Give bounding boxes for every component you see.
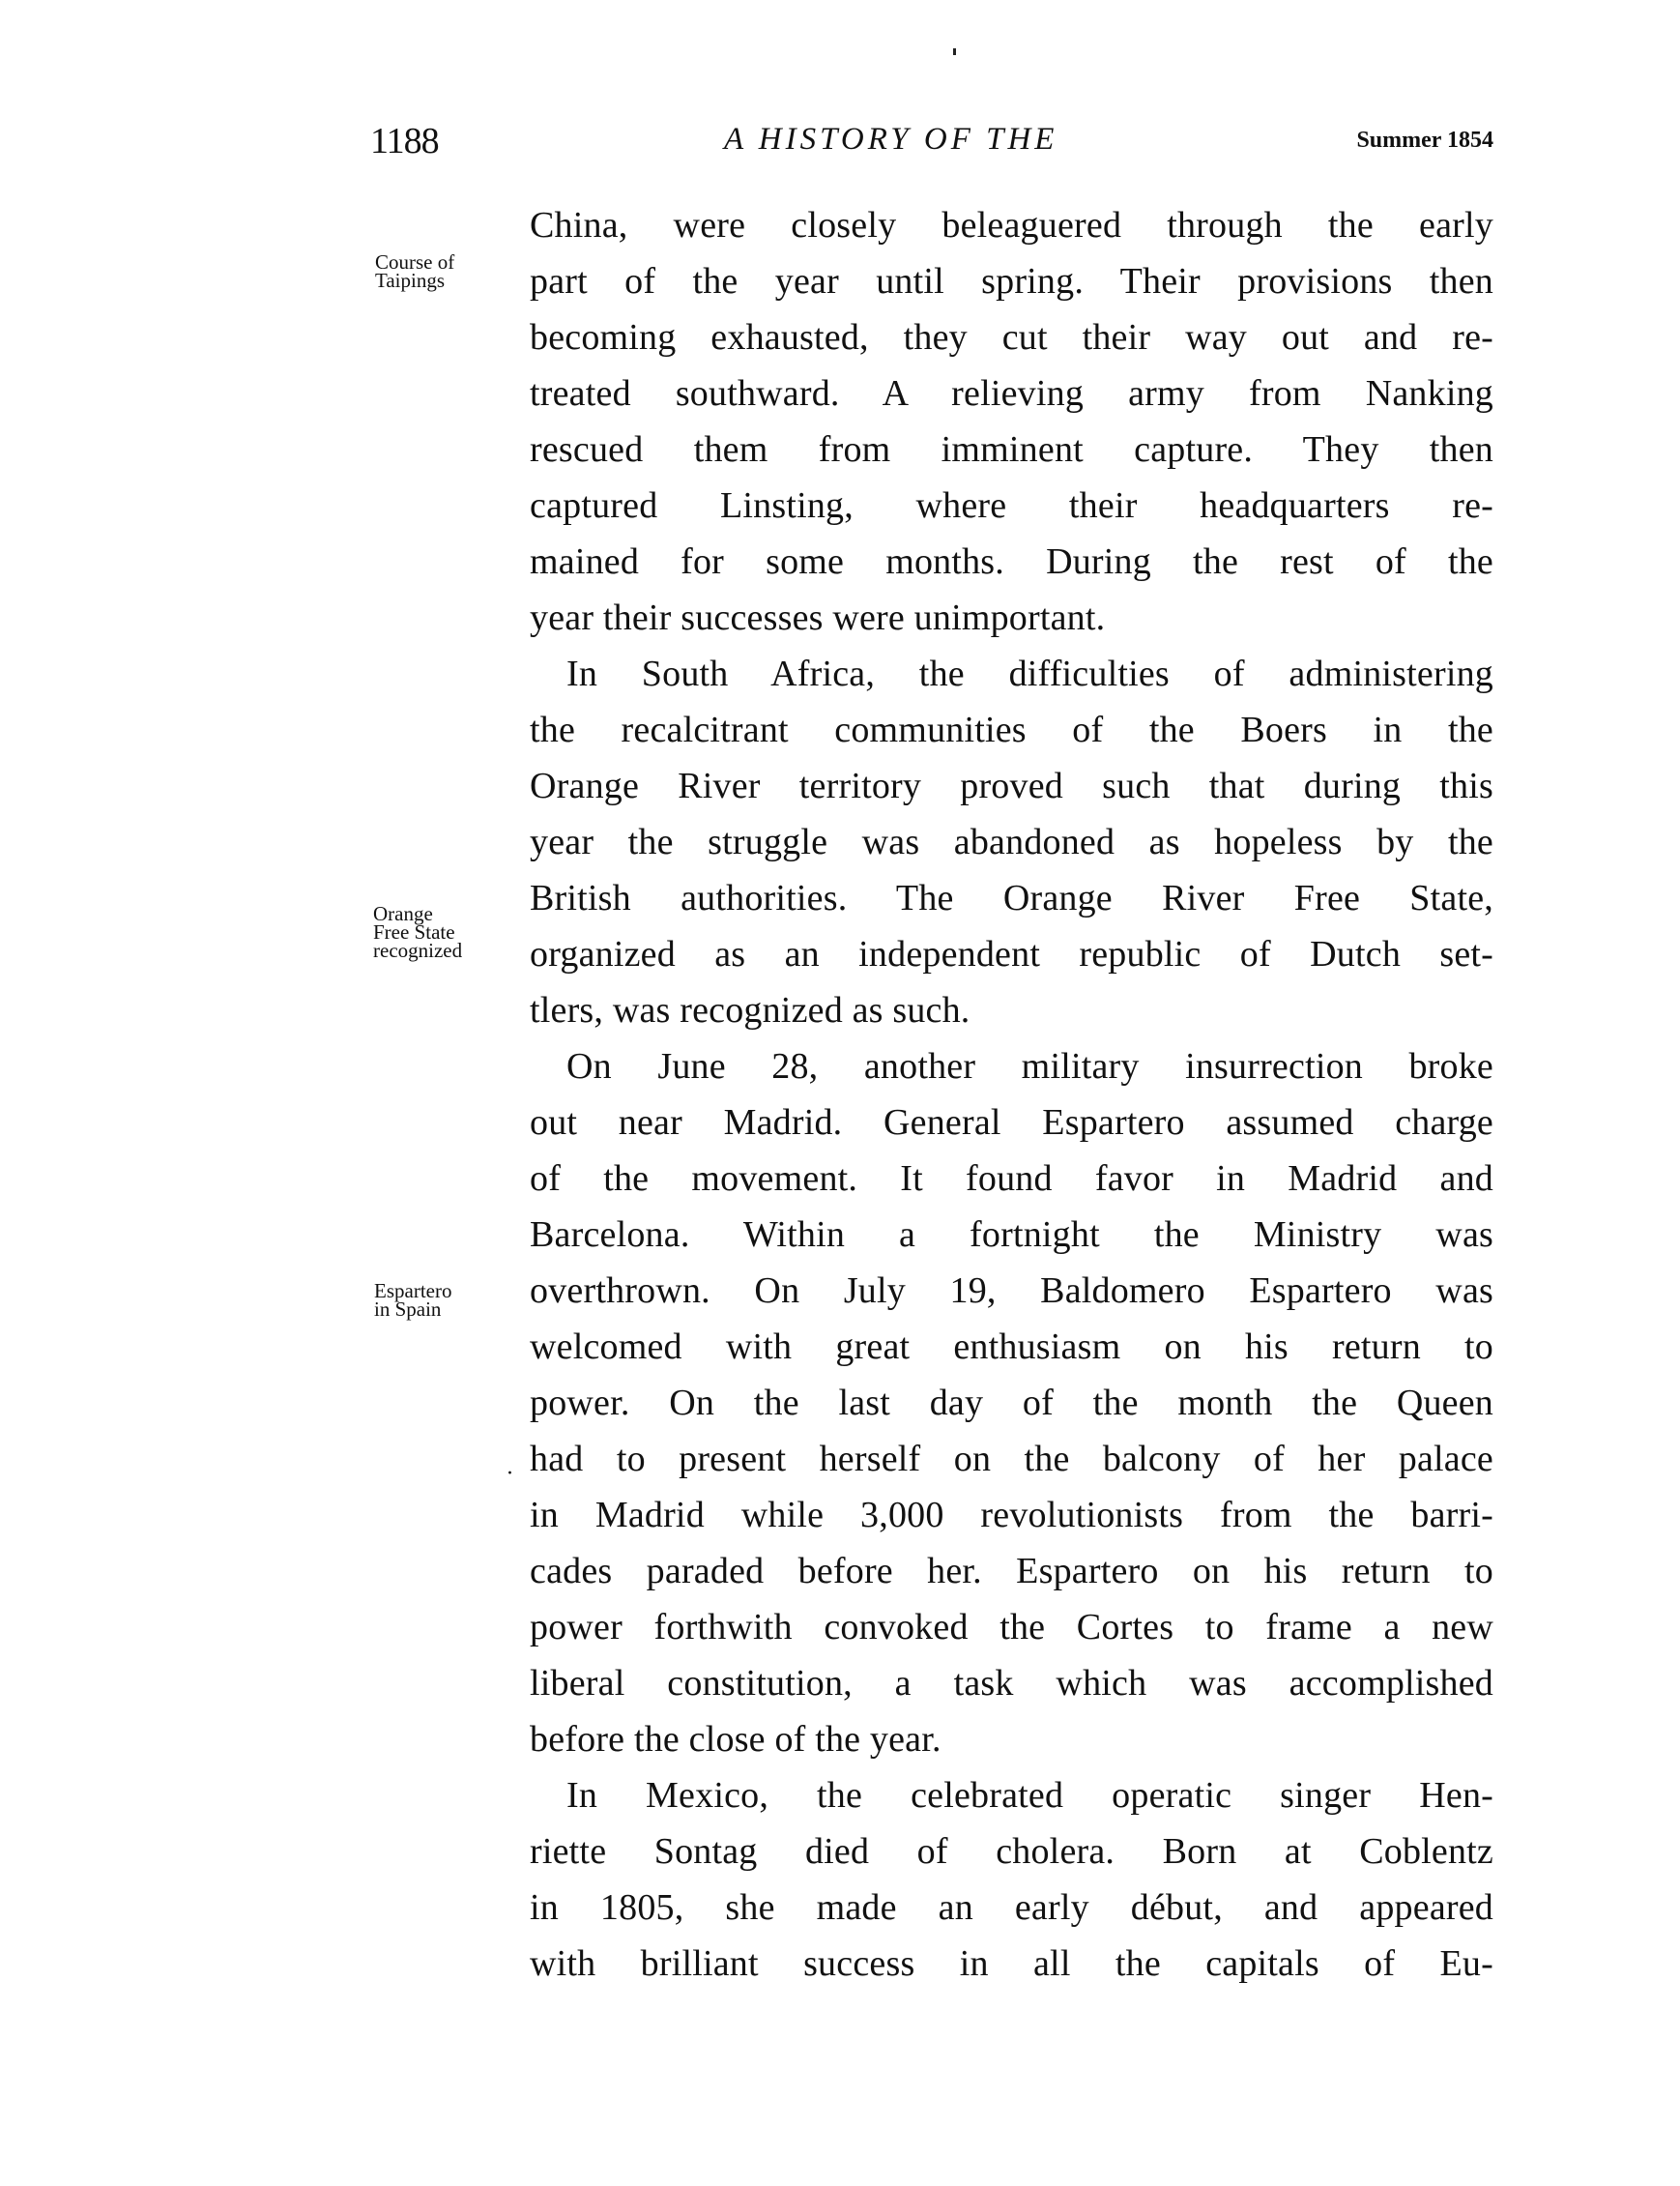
text-line: Barcelona. Within a fortnight the Ministry was (530, 1214, 1493, 1255)
text-line: tlers, was recognized as such. (530, 990, 970, 1031)
text-line: part of the year until spring. Their provisions then (530, 261, 1493, 302)
page-number: 1188 (370, 121, 439, 161)
paragraph-south-africa (530, 646, 1493, 1038)
text-line: year the struggle was abandoned as hopeless by the (530, 822, 1493, 862)
text-line: overthrown. On July 19, Baldomero Espartero was (530, 1270, 1493, 1311)
text-line: China, were closely beleaguered through the early (530, 205, 1493, 246)
text-line: of the movement. It found favor in Madrid and (530, 1158, 1493, 1199)
text-line: out near Madrid. General Espartero assumed charge (530, 1102, 1493, 1143)
stray-mark: · (507, 1462, 513, 1486)
paragraph-spain (530, 1038, 1493, 1767)
text-line: in Madrid while 3,000 revolutionists from the barri- (530, 1495, 1493, 1535)
text-line: year their successes were unimportant. (530, 598, 1106, 638)
body-text (530, 197, 1493, 1992)
text-line: In South Africa, the difficulties of administering (566, 654, 1493, 694)
margin-note-line: recognized (373, 939, 463, 962)
text-line: Orange River territory proved such that during this (530, 766, 1493, 806)
running-header (370, 120, 1493, 168)
text-line: On June 28, another military insurrection broke (566, 1046, 1493, 1087)
text-line: treated southward. A relieving army from Nanking (530, 373, 1493, 414)
margin-note-orange-free-state (373, 902, 463, 962)
text-line: welcomed with great enthusiasm on his return to (530, 1326, 1493, 1367)
text-line: organized as an independent republic of Dutch set- (530, 934, 1493, 975)
text-line: mained for some months. During the rest of the (530, 541, 1493, 582)
text-line: with brilliant success in all the capitals of Eu- (530, 1943, 1493, 1984)
text-line: captured Linsting, where their headquarters re- (530, 485, 1493, 526)
text-line: rescued them from imminent capture. They then (530, 429, 1493, 470)
margin-note-line: Espartero (374, 1279, 452, 1302)
text-line: power. On the last day of the month the Queen (530, 1383, 1493, 1423)
text-line: in 1805, she made an early début, and appeared (530, 1887, 1493, 1928)
text-line: before the close of the year. (530, 1719, 941, 1760)
text-line: cades paraded before her. Espartero on his return to (530, 1551, 1493, 1591)
text-line: becoming exhausted, they cut their way out and re- (530, 317, 1493, 358)
running-title: A HISTORY OF THE (724, 122, 1058, 157)
margin-note-line: in Spain (374, 1297, 442, 1321)
text-line: liberal constitution, a task which was accomplished (530, 1663, 1493, 1704)
text-line: British authorities. The Orange River Free State, (530, 878, 1493, 918)
text-line: had to present herself on the balcony of her palace (530, 1439, 1493, 1479)
season-label: Summer 1854 (1356, 128, 1493, 153)
margin-note-taipings (375, 250, 455, 292)
paragraph-taipings (530, 197, 1493, 646)
margin-note-line: Orange (373, 902, 433, 925)
margin-note-line: Taipings (375, 269, 446, 292)
margin-note-line: Free State (373, 920, 455, 944)
scan-mark (953, 48, 956, 55)
text-line: riette Sontag died of cholera. Born at Coblentz (530, 1831, 1493, 1872)
paragraph-mexico (530, 1767, 1493, 1992)
text-line: power forthwith convoked the Cortes to frame a new (530, 1607, 1493, 1647)
text-line: In Mexico, the celebrated operatic singer Hen- (566, 1775, 1493, 1816)
margin-note-line: Course of (375, 250, 455, 274)
margin-note-espartero (374, 1279, 452, 1321)
text-line: the recalcitrant communities of the Boers in the (530, 710, 1493, 750)
